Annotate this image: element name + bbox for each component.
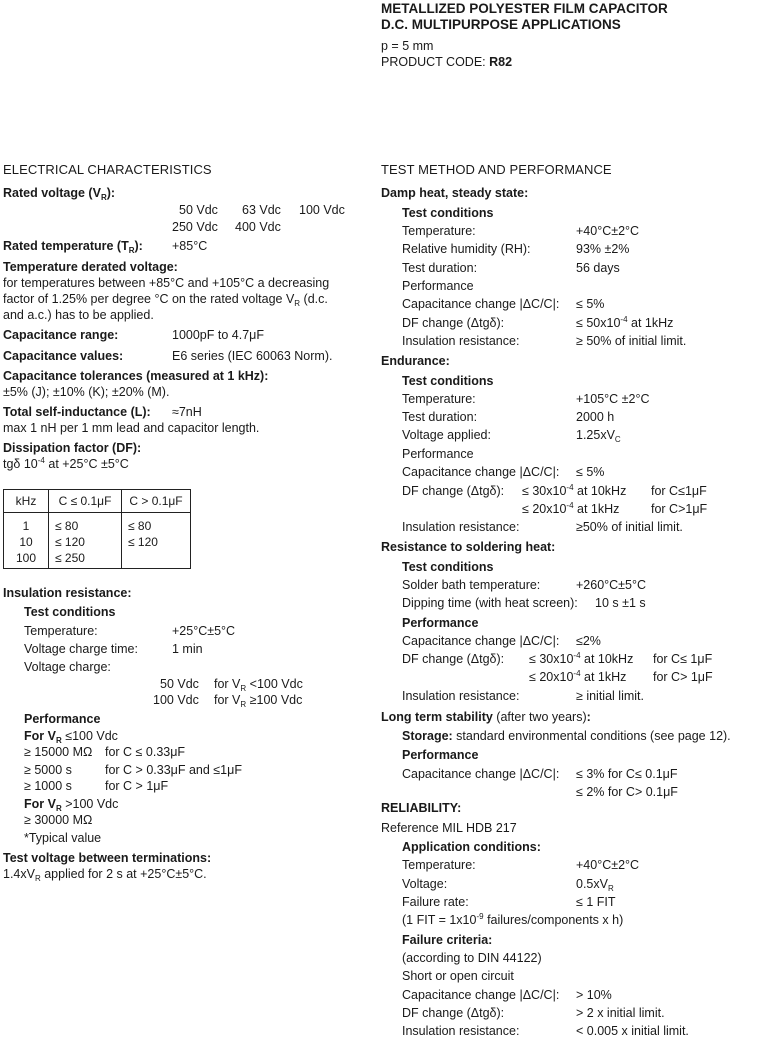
inductance-note: max 1 nH per 1 mm lead and capacitor length. xyxy=(3,421,260,435)
derated-text-2: factor of 1.25% per degree °C on the rated voltage $V_R$ (d.c. xyxy=(3,292,328,308)
inductance-value: ≈7nH xyxy=(172,405,202,419)
df-note: tgδ $10^{-4}$ at +25°C ±5°C xyxy=(3,456,129,471)
cap-values-label: Capacitance values: xyxy=(3,349,124,363)
charge-50: 50 Vdc xyxy=(160,677,199,691)
rel-temp-label: Temperature: xyxy=(402,858,476,872)
damp-title: Damp heat, steady state: xyxy=(381,186,529,200)
soldering-cap-label: Capacitance change |ΔC/C|: xyxy=(402,634,560,648)
soldering-df-row2-cond: for C> 1μF xyxy=(653,670,713,684)
reliability-heading: RELIABILITY: xyxy=(381,801,462,815)
tolerance-label: Capacitance tolerances (measured at 1 kHz): xyxy=(3,369,269,383)
stability-cap-label: Capacitance change |ΔC/C|: xyxy=(402,767,560,781)
damp-performance: Performance xyxy=(402,279,474,293)
dip-time-label: Dipping time (with heat screen): xyxy=(402,596,578,610)
df-col-small: C ≤ 0.1μF xyxy=(49,490,122,513)
damp-rh-label: Relative humidity (RH): xyxy=(402,242,531,256)
din-note: (according to DIN 44122) xyxy=(402,951,542,965)
endurance-cap-value: ≤ 5% xyxy=(576,465,605,479)
ir-row3-value: ≥ 1000 s xyxy=(24,779,72,793)
rated-temp-label: Rated temperature $(T_R)$: xyxy=(3,239,143,255)
insulation-label: Insulation resistance: xyxy=(3,586,132,600)
endurance-voltage-value: $1.25xV_C$ xyxy=(576,428,621,444)
endurance-ir-label: Insulation resistance: xyxy=(402,520,520,534)
damp-cap-label: Capacitance change |ΔC/C|: xyxy=(402,297,560,311)
soldering-ir-label: Insulation resistance: xyxy=(402,689,520,703)
derated-text-3: and a.c.) has to be applied. xyxy=(3,308,154,322)
charge-50-cond: for $V_R <100$ Vdc xyxy=(214,677,303,693)
df-col-khz: kHz xyxy=(4,490,49,513)
damp-df-value: ≤ $50x10^{-4}$ at 1kHz xyxy=(576,315,674,330)
tolerance-value: ±5% (J); ±10% (K); ±20% (M). xyxy=(3,385,170,399)
rated-temp-value: +85°C xyxy=(172,239,208,253)
charge-100-cond: for $V_R \ge 100$ Vdc xyxy=(214,693,303,709)
damp-duration-value: 56 days xyxy=(576,261,620,275)
endurance-df-row2-cond: for C>1μF xyxy=(651,502,708,516)
damp-ir-value: ≥ 50% of initial limit. xyxy=(576,334,687,348)
product-code xyxy=(381,55,512,70)
ir-row4-value: ≥ 30000 MΩ xyxy=(24,813,93,827)
product-code-label: PRODUCT CODE: xyxy=(381,55,490,69)
rel-ir-value: < 0.005 x initial limit. xyxy=(576,1024,689,1038)
electrical-heading: ELECTRICAL CHARACTERISTICS xyxy=(3,162,212,177)
rel-cap-label: Capacitance change |ΔC/C|: xyxy=(402,988,560,1002)
solder-bath-value: +260°C±5°C xyxy=(576,578,647,592)
for-vr-low: For $V_R \le 100$ Vdc xyxy=(24,729,118,745)
inductance-label: Total self-inductance (L): xyxy=(3,405,151,419)
soldering-ir-value: ≥ initial limit. xyxy=(576,689,644,703)
voltage-400: 400 Vdc xyxy=(235,220,281,234)
endurance-temp-value: +105°C ±2°C xyxy=(576,392,650,406)
cap-range-label: Capacitance range: xyxy=(3,328,119,342)
soldering-df-row2: ≤ $20x10^{-4}$ at 1kHz xyxy=(529,669,627,684)
failure-rate-value: ≤ 1 FIT xyxy=(576,895,616,909)
ir-row1-value: ≥ 15000 MΩ xyxy=(24,745,93,759)
df-cell-small: ≤ 80 ≤ 120 ≤ 250 xyxy=(49,513,122,569)
damp-temp-label: Temperature: xyxy=(402,224,476,238)
damp-duration-label: Test duration: xyxy=(402,261,478,275)
endurance-df-row1-cond: for C≤1μF xyxy=(651,484,707,498)
rel-voltage-label: Voltage: xyxy=(402,877,448,891)
typical-note: *Typical value xyxy=(24,831,102,845)
stability-title: Long term stability (after two years): xyxy=(381,710,591,724)
for-vr-high: For $V_R >100$ Vdc xyxy=(24,797,119,813)
endurance-cap-label: Capacitance change |ΔC/C|: xyxy=(402,465,560,479)
cap-range-value: 1000pF to 4.7μF xyxy=(172,328,264,342)
damp-rh-value: 93% ±2% xyxy=(576,242,630,256)
endurance-df-row1: ≤ $30x10^{-4}$ at 10kHz xyxy=(522,483,627,498)
endurance-df-row2: ≤ $20x10^{-4}$ at 1kHz xyxy=(522,501,620,516)
df-cell-large: ≤ 80 ≤ 120 xyxy=(122,513,191,569)
test-method-heading: TEST METHOD AND PERFORMANCE xyxy=(381,162,612,177)
voltage-100: 100 Vdc xyxy=(299,203,345,217)
voltage-50: 50 Vdc xyxy=(179,203,218,217)
endurance-duration-label: Test duration: xyxy=(402,410,478,424)
voltage-63: 63 Vdc xyxy=(242,203,281,217)
soldering-df-row1: ≤ $30x10^{-4}$ at 10kHz xyxy=(529,651,634,666)
ir-row2-value: ≥ 5000 s xyxy=(24,763,72,777)
ir-row1-cond: for C ≤ 0.33μF xyxy=(105,745,186,759)
endurance-test-conditions: Test conditions xyxy=(402,374,494,388)
dip-time-value: 10 s ±1 s xyxy=(595,596,646,610)
short-open: Short or open circuit xyxy=(402,969,514,983)
df-col-large: C > 0.1μF xyxy=(122,490,191,513)
storage-line: Storage: standard environmental conditions (see page 12). xyxy=(402,729,731,743)
insulation-temp-label: Temperature: xyxy=(24,624,98,638)
charge-time-label: Voltage charge time: xyxy=(24,642,138,656)
soldering-title: Resistance to soldering heat: xyxy=(381,540,556,554)
ir-row3-cond: for C > 1μF xyxy=(105,779,169,793)
doc-title-line1: METALLIZED POLYESTER FILM CAPACITOR xyxy=(381,1,668,16)
charge-time-value: 1 min xyxy=(172,642,203,656)
doc-title-line2: D.C. MULTIPURPOSE APPLICATIONS xyxy=(381,17,621,32)
rel-ir-label: Insulation resistance: xyxy=(402,1024,520,1038)
damp-test-conditions: Test conditions xyxy=(402,206,494,220)
df-table xyxy=(3,489,191,569)
endurance-ir-value: ≥50% of initial limit. xyxy=(576,520,683,534)
soldering-df-label: DF change (Δtgδ): xyxy=(402,652,505,666)
fit-definition: (1 FIT = $1x10^{-9}$ failures/components x h) xyxy=(402,912,624,927)
insulation-test-conditions: Test conditions xyxy=(24,605,116,619)
df-table-header xyxy=(4,490,191,513)
stability-cap-value1: ≤ 3% for C≤ 0.1μF xyxy=(576,767,678,781)
rated-voltage-label: Rated voltage $(V_R)$: xyxy=(3,186,116,202)
damp-ir-label: Insulation resistance: xyxy=(402,334,520,348)
endurance-df-label: DF change (Δtgδ): xyxy=(402,484,505,498)
rel-temp-value: +40°C±2°C xyxy=(576,858,640,872)
solder-bath-label: Solder bath temperature: xyxy=(402,578,541,592)
soldering-performance: Performance xyxy=(402,616,479,630)
soldering-df-row1-cond: for C≤ 1μF xyxy=(653,652,713,666)
stability-cap-value2: ≤ 2% for C> 0.1μF xyxy=(576,785,678,799)
rel-df-label: DF change (Δtgδ): xyxy=(402,1006,505,1020)
rel-voltage-value: $0.5xV_R$ xyxy=(576,877,614,893)
derated-text-1: for temperatures between +85°C and +105°C a decreasing xyxy=(3,276,330,290)
reliability-reference: Reference MIL HDB 217 xyxy=(381,821,517,835)
endurance-duration-value: 2000 h xyxy=(576,410,615,424)
test-voltage-value: $1.4xV_R$ applied for 2 s at +25°C±5°C. xyxy=(3,867,207,883)
stability-performance: Performance xyxy=(402,748,479,762)
ir-row2-cond: for C > 0.33μF and ≤1μF xyxy=(105,763,242,777)
df-table-body xyxy=(4,513,191,569)
charge-label: Voltage charge: xyxy=(24,660,111,674)
soldering-test-conditions: Test conditions xyxy=(402,560,494,574)
endurance-title: Endurance: xyxy=(381,354,450,368)
cap-values-value: E6 series (IEC 60063 Norm). xyxy=(172,349,333,363)
product-code-value: R82 xyxy=(489,55,513,69)
damp-df-label: DF change (Δtgδ): xyxy=(402,316,505,330)
derated-label: Temperature derated voltage: xyxy=(3,260,178,274)
voltage-250: 250 Vdc xyxy=(172,220,218,234)
df-cell-khz: 1 10 100 xyxy=(4,513,49,569)
insulation-performance: Performance xyxy=(24,712,101,726)
damp-temp-value: +40°C±2°C xyxy=(576,224,640,238)
soldering-cap-value: ≤2% xyxy=(576,634,601,648)
rel-cap-value: > 10% xyxy=(576,988,612,1002)
endurance-voltage-label: Voltage applied: xyxy=(402,428,491,442)
endurance-temp-label: Temperature: xyxy=(402,392,476,406)
app-conditions: Application conditions: xyxy=(402,840,541,854)
endurance-performance: Performance xyxy=(402,447,474,461)
damp-cap-value: ≤ 5% xyxy=(576,297,605,311)
insulation-temp-value: +25°C±5°C xyxy=(172,624,236,638)
failure-criteria: Failure criteria: xyxy=(402,933,493,947)
pitch: p = 5 mm xyxy=(381,39,434,53)
charge-100: 100 Vdc xyxy=(153,693,199,707)
df-label: Dissipation factor (DF): xyxy=(3,441,142,455)
test-voltage-label: Test voltage between terminations: xyxy=(3,851,212,865)
rel-df-value: > 2 x initial limit. xyxy=(576,1006,665,1020)
failure-rate-label: Failure rate: xyxy=(402,895,469,909)
